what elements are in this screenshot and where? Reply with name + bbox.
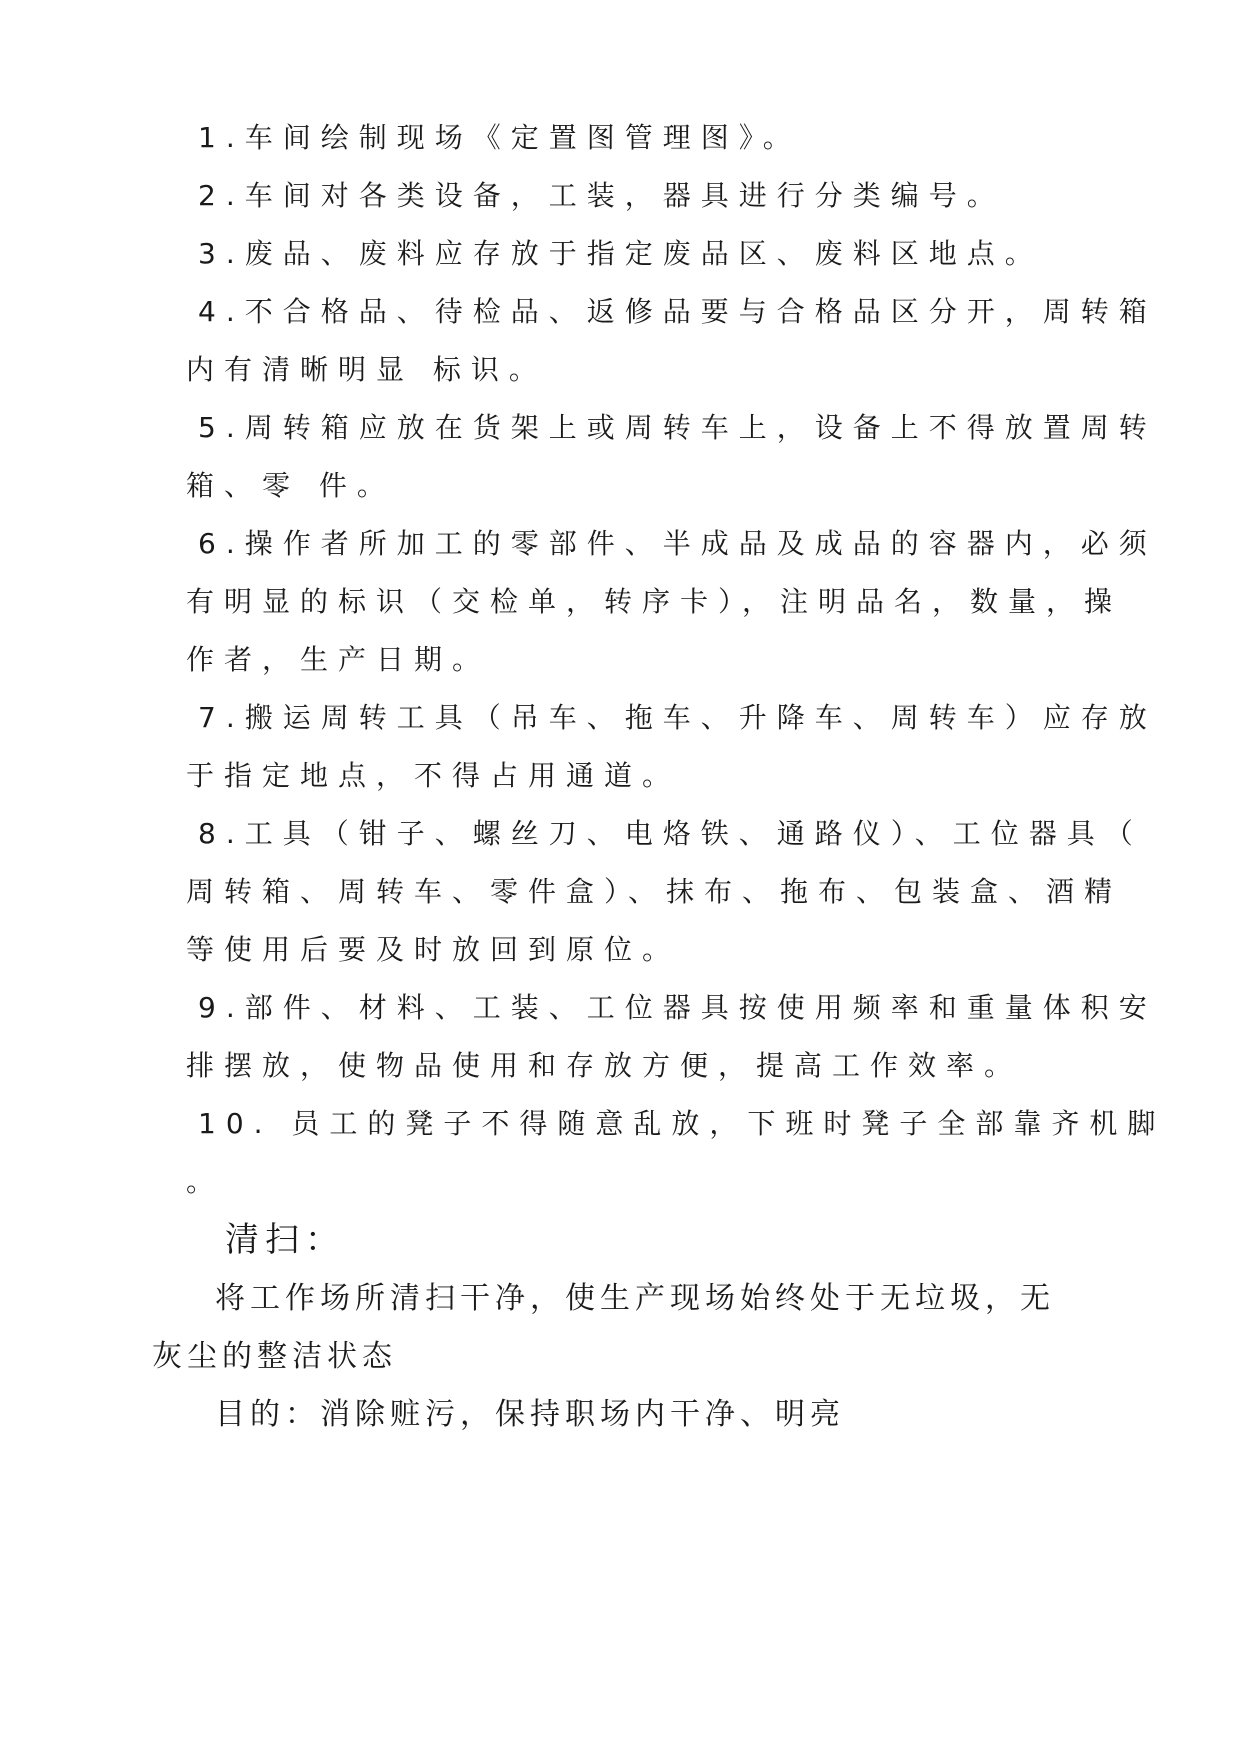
rule-2-line-1: 2.车间对各类设备，工装，器具进行分类编号。 xyxy=(198,179,1005,212)
rule-4-line-2: 内有清晰明显 标识。 xyxy=(186,353,547,386)
rule-8-line-1: 8.工具（钳子、螺丝刀、电烙铁、通路仪）、工位器具（ xyxy=(198,817,1143,850)
rule-1-line-1: 1.车间绘制现场《定置图管理图》。 xyxy=(198,121,801,154)
rule-3-line-1: 3.废品、废料应存放于指定废品区、废料区地点。 xyxy=(198,237,1043,270)
rule-7-line-2: 于指定地点，不得占用通道。 xyxy=(186,759,681,792)
rule-10-line-2: 。 xyxy=(186,1165,225,1198)
rule-7-line-1: 7.搬运周转工具（吊车、拖车、升降车、周转车）应存放 xyxy=(198,701,1157,734)
rule-5-line-1: 5.周转箱应放在货架上或周转车上，设备上不得放置周转 xyxy=(198,411,1157,444)
rule-4-line-1: 4.不合格品、待检品、返修品要与合格品区分开，周转箱 xyxy=(198,295,1157,328)
rule-6-line-1: 6.操作者所加工的零部件、半成品及成品的容器内，必须 xyxy=(198,527,1157,560)
rule-5-line-2: 箱、零 件。 xyxy=(186,469,395,502)
section-heading: 清扫： xyxy=(225,1220,345,1260)
rule-8-line-3: 等使用后要及时放回到原位。 xyxy=(186,933,681,966)
rule-10-line-1: 10. 员工的凳子不得随意乱放，下班时凳子全部靠齐机脚 xyxy=(198,1107,1166,1140)
rule-6-line-3: 作者，生产日期。 xyxy=(186,643,491,676)
rule-6-line-2: 有明显的标识（交检单，转序卡），注明品名，数量，操 xyxy=(186,585,1123,618)
description-line-2: 灰尘的整洁状态 xyxy=(152,1339,397,1374)
rule-9-line-1: 9.部件、材料、工装、工位器具按使用频率和重量体积安 xyxy=(198,991,1157,1024)
rule-8-line-2: 周转箱、周转车、零件盒）、抹布、拖布、包装盒、酒精 xyxy=(186,875,1123,908)
description-line-1: 将工作场所清扫干净，使生产现场始终处于无垃圾，无 xyxy=(215,1281,1055,1316)
rule-9-line-2: 排摆放，使物品使用和存放方便，提高工作效率。 xyxy=(186,1049,1023,1082)
purpose-line: 目的：消除赃污，保持职场内干净、明亮 xyxy=(215,1397,845,1432)
